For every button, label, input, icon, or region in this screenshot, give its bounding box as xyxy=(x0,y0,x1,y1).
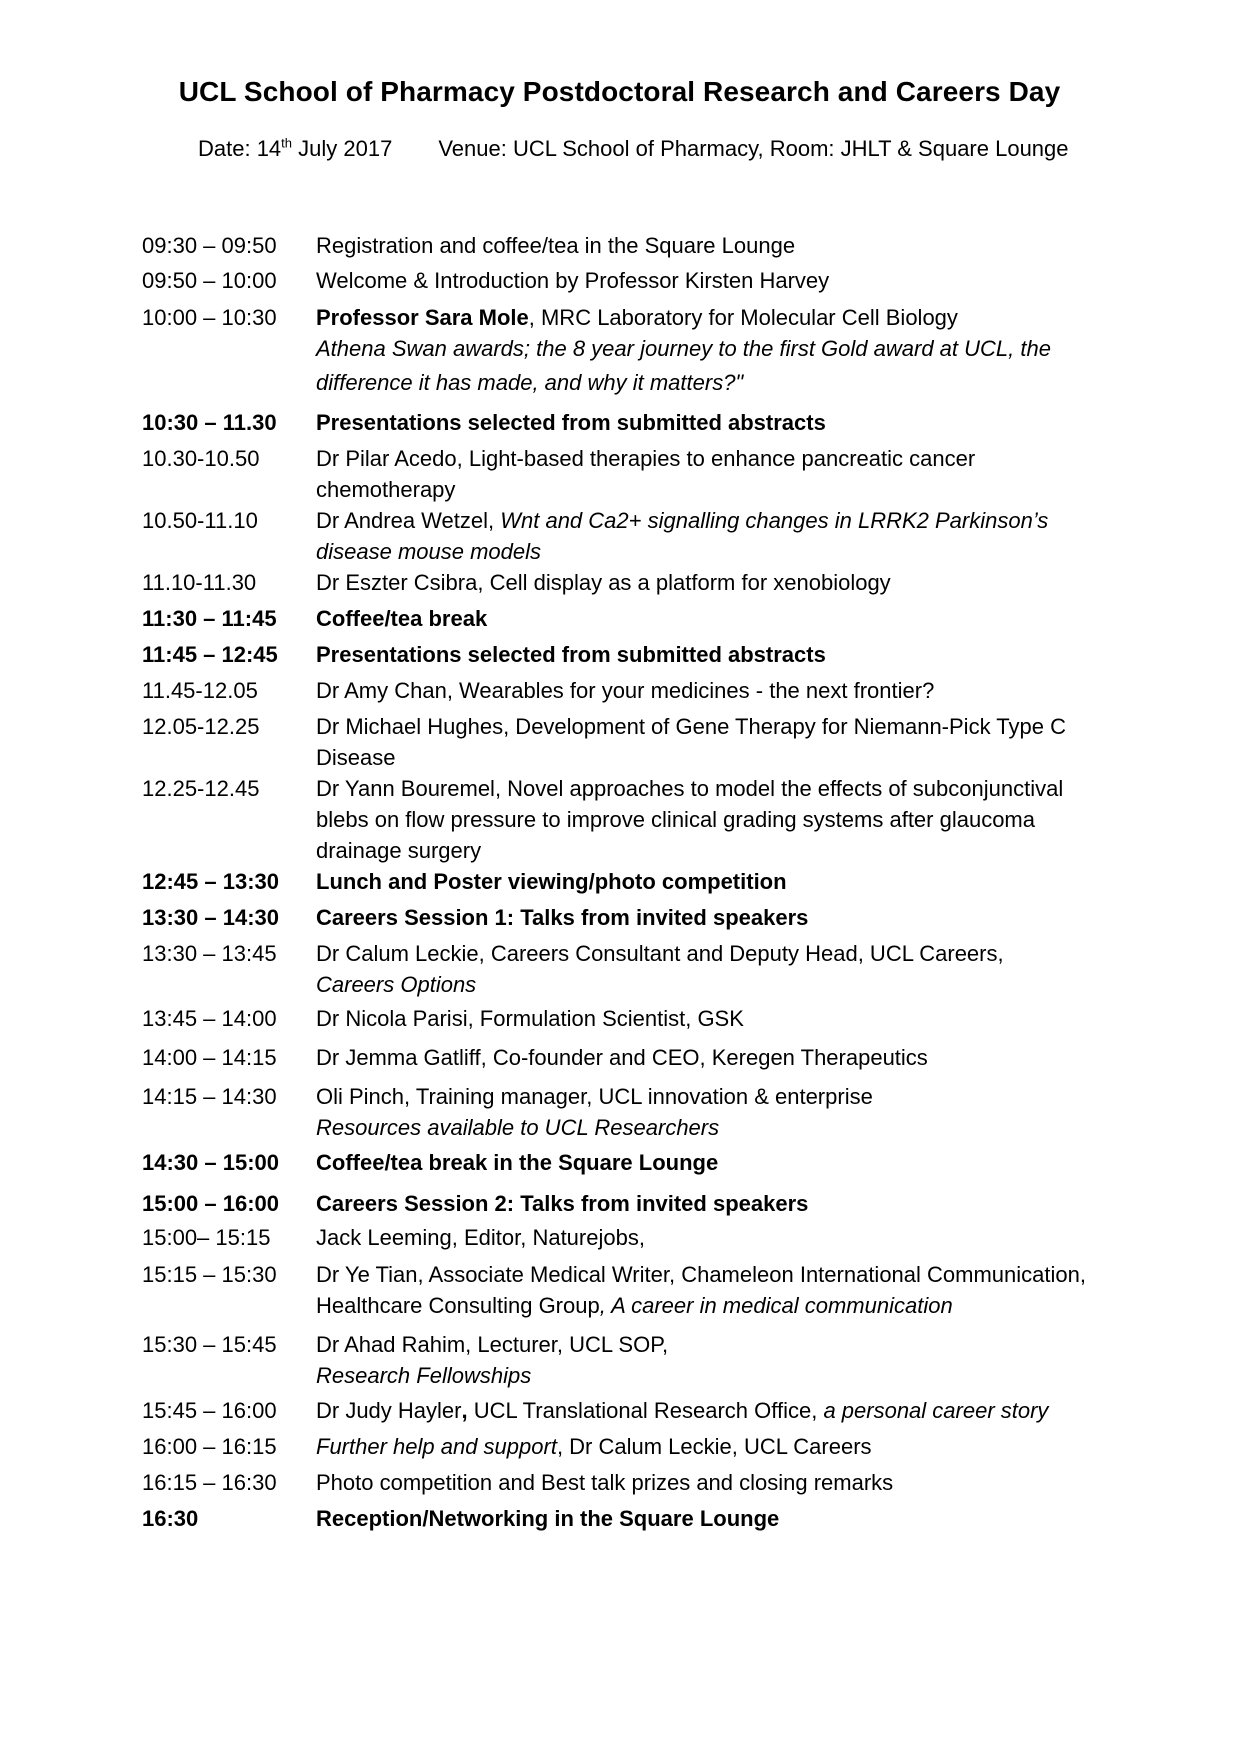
agenda-time: 16:30 xyxy=(142,1506,199,1531)
agenda-item xyxy=(142,902,1142,933)
agenda-description: Further help and support, Dr Calum Leckie, UCL Careers xyxy=(316,1434,872,1459)
agenda-time: 12.25-12.45 xyxy=(142,776,260,801)
agenda-item xyxy=(142,1395,1142,1426)
agenda-time: 16:15 – 16:30 xyxy=(142,1470,277,1495)
agenda-description: Careers Session 2: Talks from invited speakers xyxy=(316,1191,809,1216)
agenda-item xyxy=(142,1329,1142,1391)
agenda-item xyxy=(142,866,1142,897)
agenda-description: Coffee/tea break in the Square Lounge xyxy=(316,1150,719,1175)
agenda-time: 10:30 – 11.30 xyxy=(142,410,277,435)
agenda-time: 15:00 – 16:00 xyxy=(142,1191,279,1216)
agenda-item xyxy=(142,567,1142,598)
agenda-time: 10.30-10.50 xyxy=(142,446,260,471)
agenda-time: 14:30 – 15:00 xyxy=(142,1150,279,1175)
agenda-description: Reception/Networking in the Square Lounge xyxy=(316,1506,780,1531)
agenda-time: 10.50-11.10 xyxy=(142,508,258,533)
agenda-time: 15:30 – 15:45 xyxy=(142,1332,277,1357)
agenda-item xyxy=(142,1467,1142,1498)
speaker-name: Professor Sara Mole xyxy=(316,305,529,330)
agenda-description: Photo competition and Best talk prizes and closing remarks xyxy=(316,1470,894,1495)
agenda-description: Lunch and Poster viewing/photo competition xyxy=(316,869,787,894)
agenda-time: 11:30 – 11:45 xyxy=(142,606,277,631)
agenda-item xyxy=(142,1503,1142,1534)
agenda-description: Dr Eszter Csibra, Cell display as a platform for xenobiology xyxy=(316,570,891,595)
agenda-time: 11.45-12.05 xyxy=(142,678,258,703)
agenda-description: Professor Sara Mole, MRC Laboratory for Molecular Cell Biology Athena Swan awards; the 8 year journey to the first Gold award at UCL, the difference it has made, and why it matters?" xyxy=(316,302,1142,398)
event-date: Date: 14th July 2017 xyxy=(198,135,393,161)
agenda-item xyxy=(142,1042,1142,1073)
agenda-item xyxy=(142,230,1142,261)
agenda-time: 14:00 – 14:15 xyxy=(142,1045,277,1070)
agenda-item xyxy=(142,1147,1142,1178)
agenda-item xyxy=(142,505,1142,567)
agenda-description: Dr Yann Bouremel, Novel approaches to model the effects of subconjunctival blebs on flow pressure to improve clinical grading systems after glaucoma drainage surgery xyxy=(316,776,1064,863)
agenda-item xyxy=(142,1431,1142,1462)
agenda-description: Dr Andrea Wetzel, Wnt and Ca2+ signalling changes in LRRK2 Parkinson’s disease mouse models xyxy=(316,508,1049,564)
agenda-description: Dr Amy Chan, Wearables for your medicines - the next frontier? xyxy=(316,678,935,703)
agenda-description: Dr Ahad Rahim, Lecturer, UCL SOP, Research Fellowships xyxy=(316,1332,669,1388)
agenda-time: 12.05-12.25 xyxy=(142,714,260,739)
agenda-item xyxy=(142,1081,1142,1143)
agenda-item xyxy=(142,1188,1142,1219)
agenda-time: 15:15 – 15:30 xyxy=(142,1262,277,1287)
agenda-item xyxy=(142,1259,1142,1321)
agenda-item xyxy=(142,1003,1142,1034)
talk-title-cont: difference it has made, and why it matters?" xyxy=(316,370,744,395)
agenda-item xyxy=(142,938,1142,1000)
talk-title: Athena Swan awards; the 8 year journey to the first Gold award at UCL, the xyxy=(316,336,1051,361)
agenda-description: Dr Pilar Acedo, Light-based therapies to enhance pancreatic cancer chemotherapy xyxy=(316,446,976,502)
agenda-description: Dr Michael Hughes, Development of Gene Therapy for Niemann-Pick Type C Disease xyxy=(316,714,1066,770)
agenda-time: 13:30 – 14:30 xyxy=(142,905,279,930)
agenda-time: 13:30 – 13:45 xyxy=(142,941,277,966)
event-details xyxy=(198,136,1069,162)
event-venue: Venue: UCL School of Pharmacy, Room: JHLT & Square Lounge xyxy=(438,136,1069,161)
agenda-description: Jack Leeming, Editor, Naturejobs, xyxy=(316,1225,645,1250)
agenda-time: 14:15 – 14:30 xyxy=(142,1084,277,1109)
agenda-time: 11:45 – 12:45 xyxy=(142,642,278,667)
agenda-description: Registration and coffee/tea in the Square Lounge xyxy=(316,233,796,258)
agenda-description: Welcome & Introduction by Professor Kirsten Harvey xyxy=(316,268,830,293)
agenda-item xyxy=(142,302,1142,398)
agenda-description: Presentations selected from submitted abstracts xyxy=(316,410,826,435)
agenda-description: Careers Session 1: Talks from invited speakers xyxy=(316,905,809,930)
agenda-description: Presentations selected from submitted abstracts xyxy=(316,642,826,667)
agenda-item xyxy=(142,711,1142,773)
agenda-time: 11.10-11.30 xyxy=(142,570,257,595)
agenda-item xyxy=(142,639,1142,670)
agenda-item xyxy=(142,773,1142,866)
agenda-item xyxy=(142,1222,1142,1253)
agenda-description: Dr Jemma Gatliff, Co-founder and CEO, Keregen Therapeutics xyxy=(316,1045,928,1070)
agenda-item xyxy=(142,675,1142,706)
agenda-time: 16:00 – 16:15 xyxy=(142,1434,277,1459)
agenda-time: 10:00 – 10:30 xyxy=(142,305,277,330)
agenda-time: 15:00– 15:15 xyxy=(142,1225,271,1250)
agenda-description: Dr Judy Hayler, UCL Translational Research Office, a personal career story xyxy=(316,1398,1049,1423)
agenda-item xyxy=(142,603,1142,634)
agenda-description: Dr Nicola Parisi, Formulation Scientist, GSK xyxy=(316,1006,744,1031)
agenda-description: Dr Ye Tian, Associate Medical Writer, Chameleon International Communication, Healthcare Consulting Group, A career in medical communication xyxy=(316,1262,1086,1318)
agenda-description: Oli Pinch, Training manager, UCL innovation & enterprise Resources available to UCL Researchers xyxy=(316,1084,873,1140)
agenda-time: 12:45 – 13:30 xyxy=(142,869,279,894)
agenda-item xyxy=(142,407,1142,438)
agenda-description: Coffee/tea break xyxy=(316,606,488,631)
agenda-time: 09:50 – 10:00 xyxy=(142,268,277,293)
agenda-time: 15:45 – 16:00 xyxy=(142,1398,277,1423)
agenda-description: Dr Calum Leckie, Careers Consultant and Deputy Head, UCL Careers, Careers Options xyxy=(316,941,1004,997)
agenda-time: 09:30 – 09:50 xyxy=(142,233,277,258)
page-title: UCL School of Pharmacy Postdoctoral Research and Careers Day xyxy=(178,76,1061,107)
agenda-item xyxy=(142,265,1142,296)
agenda-time: 13:45 – 14:00 xyxy=(142,1006,277,1031)
agenda-list xyxy=(142,230,1142,1534)
agenda-item xyxy=(142,443,1142,505)
